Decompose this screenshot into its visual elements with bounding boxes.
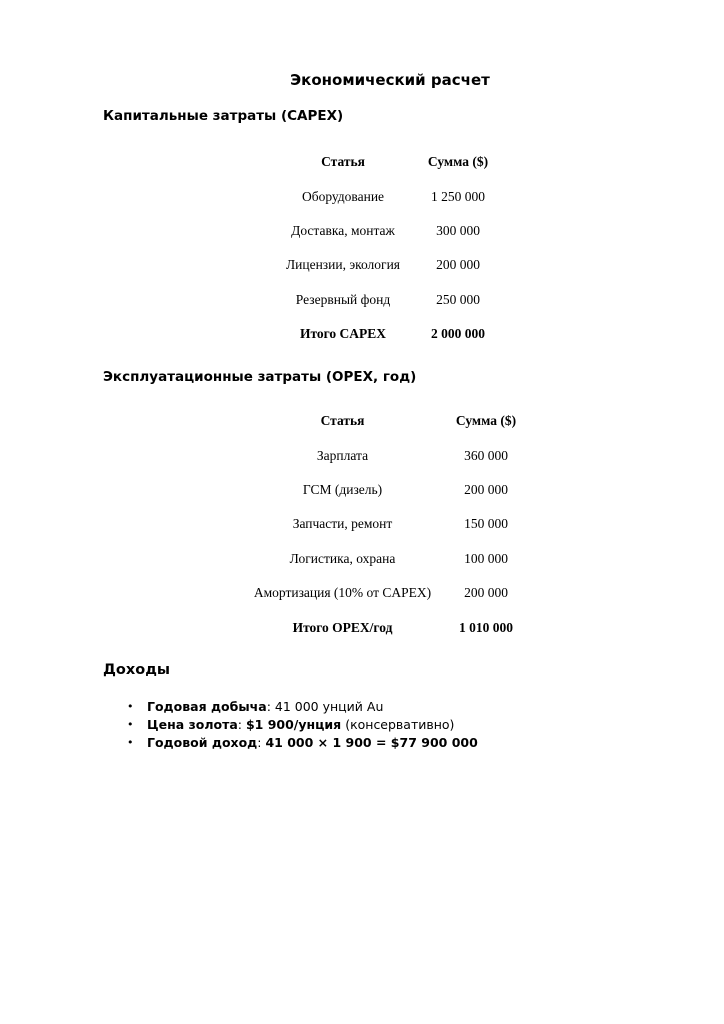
income-separator: : xyxy=(266,699,275,714)
opex-item: ГСМ (дизель) xyxy=(302,481,383,497)
opex-row xyxy=(246,507,521,541)
opex-item: Зарплата xyxy=(316,447,369,463)
income-label: Годовой доход xyxy=(147,735,258,750)
capex-item: Оборудование xyxy=(301,188,385,204)
capex-row xyxy=(283,179,493,213)
opex-total-amount: 1 010 000 xyxy=(459,619,513,635)
opex-total-row xyxy=(246,610,521,644)
capex-amount: 1 250 000 xyxy=(431,188,485,204)
opex-heading: Эксплуатационные затраты (OPEX, год) xyxy=(103,369,417,385)
opex-item: Логистика, охрана xyxy=(289,550,396,566)
bullet-icon: • xyxy=(127,700,134,713)
capex-item: Резервный фонд xyxy=(295,291,391,307)
capex-row xyxy=(283,248,493,282)
bullet-icon: • xyxy=(127,718,134,731)
income-bold-value: 41 000 × 1 900 = $77 900 000 xyxy=(265,735,478,750)
opex-col-item: Статья xyxy=(320,413,365,429)
capex-amount: 250 000 xyxy=(436,291,480,307)
income-label: Годовая добыча xyxy=(147,699,267,714)
income-heading: Доходы xyxy=(103,662,171,678)
capex-row xyxy=(283,283,493,317)
opex-amount: 150 000 xyxy=(464,516,508,532)
opex-row xyxy=(246,576,521,610)
opex-amount: 200 000 xyxy=(464,585,508,601)
list-item xyxy=(103,734,478,752)
opex-amount: 200 000 xyxy=(464,481,508,497)
capex-header-row xyxy=(283,145,493,179)
capex-total-row xyxy=(283,317,493,351)
opex-amount: 100 000 xyxy=(464,550,508,566)
capex-heading: Капитальные затраты (CAPEX) xyxy=(103,108,344,124)
capex-table xyxy=(283,145,493,351)
income-value: (консервативно) xyxy=(341,717,455,732)
capex-col-amount: Сумма ($) xyxy=(427,154,489,170)
list-item xyxy=(103,716,478,734)
capex-total-amount: 2 000 000 xyxy=(431,326,485,342)
capex-amount: 200 000 xyxy=(436,257,480,273)
capex-col-item: Статья xyxy=(321,154,365,170)
income-value: 41 000 унций Au xyxy=(274,699,384,714)
capex-item: Лицензии, экология xyxy=(285,257,401,273)
opex-amount: 360 000 xyxy=(464,447,508,463)
income-separator: : xyxy=(237,717,246,732)
income-label: Цена золота xyxy=(147,717,238,732)
list-item xyxy=(103,698,478,716)
opex-item: Амортизация (10% от CAPEX) xyxy=(253,585,432,601)
bullet-icon: • xyxy=(127,736,134,749)
opex-header-row xyxy=(246,404,521,438)
capex-total-label: Итого CAPEX xyxy=(299,326,387,342)
opex-total-label: Итого OPEX/год xyxy=(292,619,393,635)
opex-row xyxy=(246,542,521,576)
income-bold-value: $1 900/унция xyxy=(245,717,342,732)
opex-col-amount: Сумма ($) xyxy=(455,413,517,429)
income-list xyxy=(103,698,478,752)
opex-item: Запчасти, ремонт xyxy=(292,516,393,532)
document-title: Экономический расчет xyxy=(290,71,490,89)
opex-row xyxy=(246,473,521,507)
capex-row xyxy=(283,214,493,248)
opex-table xyxy=(246,404,521,645)
income-separator: : xyxy=(257,735,266,750)
capex-amount: 300 000 xyxy=(436,222,480,238)
opex-row xyxy=(246,438,521,472)
capex-item: Доставка, монтаж xyxy=(291,222,395,238)
